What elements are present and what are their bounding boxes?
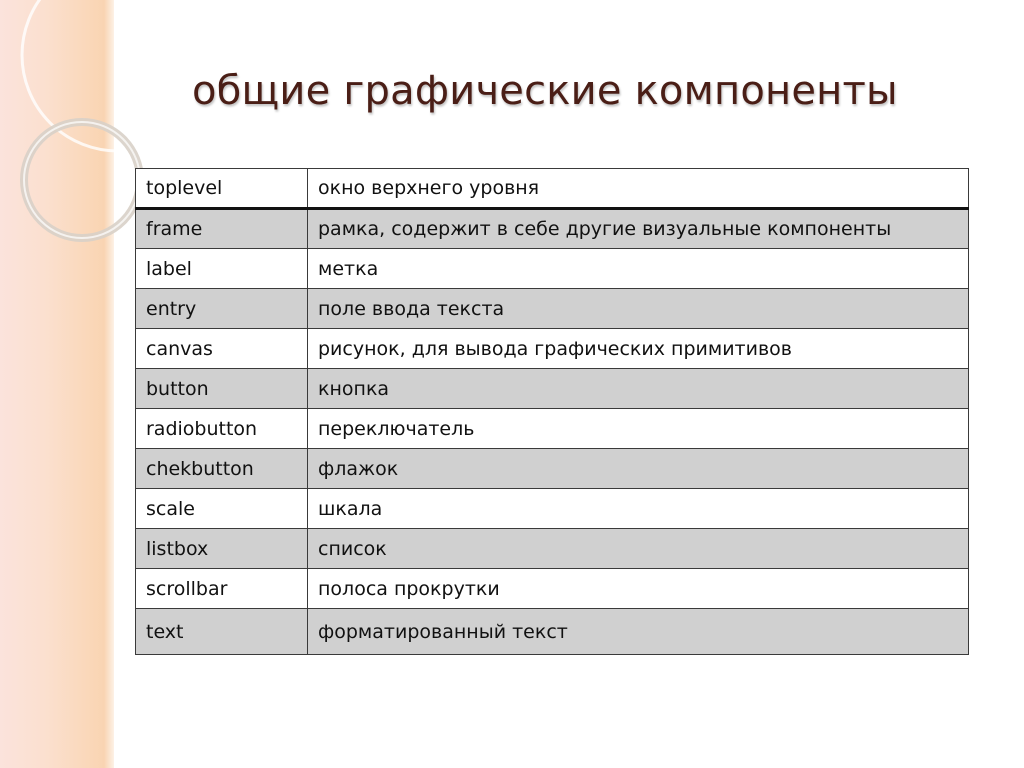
component-description: шкала	[308, 489, 969, 529]
table-row	[136, 369, 969, 409]
component-name: radiobutton	[136, 409, 308, 449]
component-name: listbox	[136, 529, 308, 569]
component-name: canvas	[136, 329, 308, 369]
table-row	[136, 289, 969, 329]
component-name: text	[136, 609, 308, 655]
component-name: label	[136, 249, 308, 289]
table-row	[136, 249, 969, 289]
component-description: форматированный текст	[308, 609, 969, 655]
component-description: кнопка	[308, 369, 969, 409]
table-row	[136, 449, 969, 489]
component-description: флажок	[308, 449, 969, 489]
components-table-container	[135, 168, 969, 655]
component-description: рамка, содержит в себе другие визуальные компоненты	[308, 209, 969, 249]
components-table	[135, 168, 969, 655]
component-description: переключатель	[308, 409, 969, 449]
table-row	[136, 609, 969, 655]
component-description: полоса прокрутки	[308, 569, 969, 609]
component-name: button	[136, 369, 308, 409]
table-row	[136, 569, 969, 609]
slide-title: общие графические компоненты	[192, 68, 898, 114]
component-name: chekbutton	[136, 449, 308, 489]
table-row	[136, 529, 969, 569]
component-description: метка	[308, 249, 969, 289]
table-row	[136, 209, 969, 249]
component-name: entry	[136, 289, 308, 329]
component-name: toplevel	[136, 169, 308, 209]
component-description: поле ввода текста	[308, 289, 969, 329]
component-description: список	[308, 529, 969, 569]
component-name: scale	[136, 489, 308, 529]
component-name: scrollbar	[136, 569, 308, 609]
decorative-ring-small-highlight	[24, 122, 140, 238]
component-description: рисунок, для вывода графических примитивов	[308, 329, 969, 369]
component-description: окно верхнего уровня	[308, 169, 969, 209]
table-row	[136, 409, 969, 449]
component-name: frame	[136, 209, 308, 249]
table-row	[136, 169, 969, 209]
table-row	[136, 489, 969, 529]
table-row	[136, 329, 969, 369]
